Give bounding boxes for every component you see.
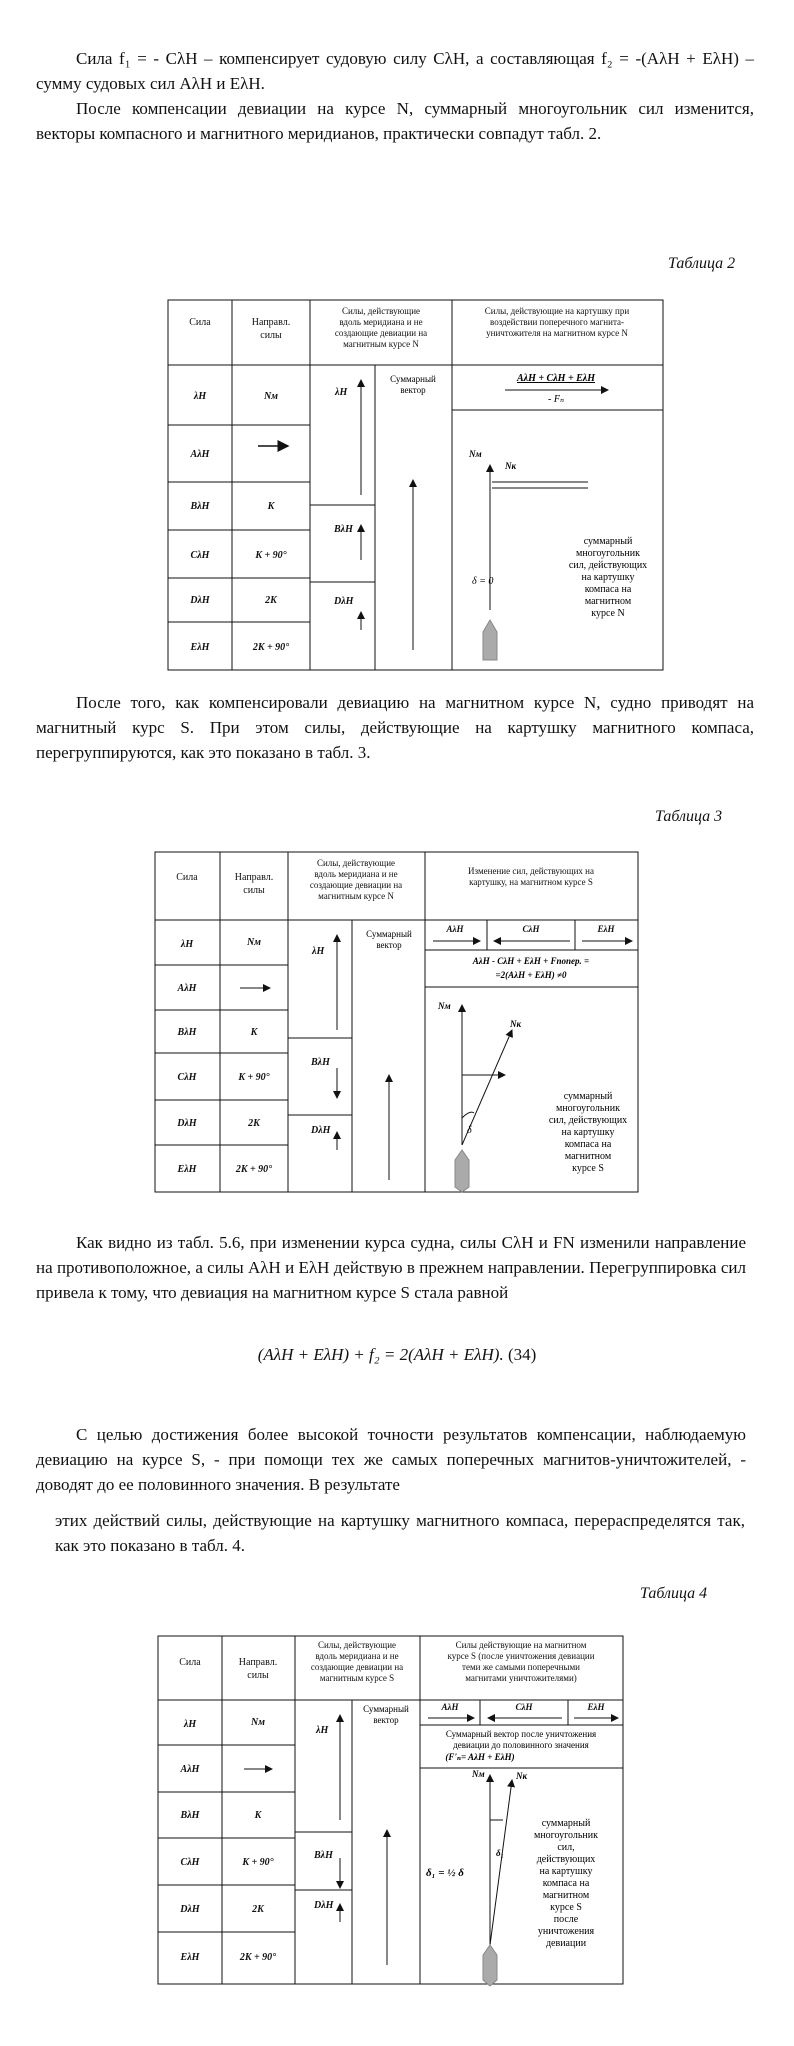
t2-c3-blh: BλH [334,524,353,535]
t4-e-label: EλH [587,1702,605,1712]
formula-34 [0,1345,794,1365]
t2-nm: Nм [469,449,482,459]
table4-caption: Таблица 4 [640,1585,708,1602]
t2-h3-4: магнитным курсе N [343,339,419,349]
t2-r4-dir: 2K [265,595,277,606]
t4-r1-force: AλH [180,1764,200,1775]
t4-desc-2: сил, [557,1842,575,1853]
t3-eq1: AλH - CλH + EλH + Fпопер. = [472,956,590,966]
t4-nm: Nм [472,1769,485,1779]
t4-nk: Nк [516,1771,528,1781]
t4-desc-0: суммарный [541,1818,591,1829]
t2-h3-3: создающие девиации на [334,328,428,338]
t3-r4-force: DλH [177,1118,197,1129]
t4-compass-needle [483,1945,497,1986]
t4-c3-blh: BλH [314,1850,333,1861]
t4-desc-1: многоугольник [534,1830,598,1841]
t4-c-label: CλH [515,1702,533,1712]
t4-r0-force: λH [183,1719,197,1730]
t2-desc-6: курсе N [591,608,625,619]
t4-desc-7: курсе S [550,1902,582,1913]
t3-nm: Nм [438,1001,451,1011]
paragraph-5-text: этих действий силы, действующие на картушку магнитного компаса, перераспределятся так, как это показано в табл. 4. [55,1511,745,1555]
t3-nk: Nк [510,1019,522,1029]
t4-h-dir-2: силы [247,1670,269,1681]
formula-expr: (AλH + EλH) + f₂ = 2(AλH + EλH). [257,1345,504,1364]
t2-h4-1: Силы, действующие на картушку при [484,306,630,316]
t4-desc-8: после [553,1914,579,1925]
t3-sum-1: Суммарный [366,929,412,939]
paragraph-5 [55,1508,745,1558]
t3-c3-dlh: DλH [311,1125,331,1136]
t3-r3-dir: K + 90° [238,1072,270,1083]
t4-r3-force: CλH [180,1857,200,1868]
intro-line-1: Сила f₁ = - CλH – компенсирует судовую силу CλH, а составляющая f₂ = -(AλH + EλH) – сумму судовых сил AλH и EλH. [36,49,754,93]
t2-r5-force: EλH [190,642,210,653]
t3-c3-lh: λH [312,946,325,957]
t4-h3-3: создающие девиации на [310,1662,404,1672]
t4-r5-force: EλH [180,1952,200,1963]
intro-line-2: После компенсации девиации на курсе N, суммарный многоугольник сил изменится, векторы компасного и магнитного меридианов, практически совпадут табл. 2. [36,99,754,143]
t3-desc-6: курсе S [572,1163,604,1174]
t2-sum-1: Суммарный [390,374,436,384]
t2-desc-2: сил, действующих [568,560,648,571]
t2-h4-3: уничтожителя на магнитном курсе N [486,328,628,338]
t3-h-dir-2: силы [243,885,265,896]
t2-eq-bottom: - Fₙ [548,394,564,405]
t4-r4-force: DλH [180,1904,200,1915]
t4-h3-1: Силы, действующие [317,1640,397,1650]
t4-r4-dir: 2K [252,1904,264,1915]
formula-number: (34) [507,1345,537,1364]
t2-r0-dir: Nм [263,391,279,402]
t2-h4-2: воздействии поперечного магнита- [490,317,624,327]
t2-r5-dir: 2K + 90° [252,642,290,653]
t3-desc-3: на картушку [561,1127,615,1138]
t2-compass-needle [483,620,497,660]
t2-desc-1: многоугольник [576,548,640,559]
t4-h4-3: теми же самыми поперечными [462,1662,580,1672]
t2-c3-lh: λH [335,387,348,398]
t4-h4-2: курсе S (после уничтожения девиации [447,1651,595,1661]
t3-a-label: AλH [446,924,464,934]
t2-c3-dlh: DλH [334,596,354,607]
paragraph-4 [36,1422,746,1497]
table3-caption: Таблица 3 [655,808,723,825]
t4-desc-3: действующих [536,1854,596,1865]
t4-desc-10: девиации [545,1938,587,1949]
t2-r2-dir: K [267,501,275,512]
t4-desc-9: уничтожения [537,1926,595,1937]
t4-r5-dir: 2K + 90° [239,1952,277,1963]
t4-h4-1: Силы действующие на магнитном [455,1640,587,1650]
t2-sum-2: вектор [400,385,426,395]
t2-r2-force: BλH [190,501,210,512]
t3-desc-1: многоугольник [556,1103,620,1114]
t3-r2-dir: K [250,1027,258,1038]
t2-r0-force: λH [193,391,207,402]
t2-h-force: Сила [189,317,211,328]
t3-h-force: Сила [176,872,198,883]
t3-sum-2: вектор [376,940,402,950]
t3-delta: δ [467,1125,472,1136]
t4-desc-4: на картушку [539,1866,593,1877]
t4-eq3: (F'ₙ= AλH + EλH) [445,1752,515,1762]
t2-h3-1: Силы, действующие [341,306,421,316]
t3-e-label: EλH [597,924,615,934]
t4-eq2: девиации до половинного значения [453,1740,589,1750]
t4-c3-dlh: DλH [314,1900,334,1911]
t4-h-dir-1: Направл. [238,1657,278,1668]
t3-desc-5: магнитном [564,1151,612,1162]
t4-sum-2: вектор [373,1715,399,1725]
t2-nk: Nк [505,461,517,471]
t2-desc-4: компаса на [584,584,632,595]
t3-h-dir-1: Направл. [234,872,274,883]
t3-compass-needle [455,1150,469,1192]
t2-h-dir-1: Направл. [251,317,291,328]
paragraph-2 [36,690,754,765]
t4-delta-small: δ₁ [496,1848,504,1858]
t3-h3-1: Силы, действующие [316,858,396,868]
t3-r0-force: λH [180,939,194,950]
t3-h4-2: картушку, на магнитном курсе S [469,877,593,887]
t4-eq1: Суммарный вектор после уничтожения [445,1729,597,1739]
t4-h3-4: магнитным курсе S [319,1673,395,1683]
table2-caption: Таблица 2 [668,255,736,272]
t3-r4-dir: 2K [248,1118,260,1129]
t2-r3-dir: K + 90° [255,550,287,561]
t2-h3-2: вдоль меридиана и не [339,317,423,327]
t2-r4-force: DλH [190,595,210,606]
t2-eq-top: AλH + CλH + EλH [516,373,596,384]
t4-r2-dir: K [254,1810,262,1821]
t2-desc-0: суммарный [583,536,633,547]
t3-h3-4: магнитным курсе N [318,891,394,901]
paragraph-3 [36,1230,746,1305]
t3-r1-force: AλH [177,983,197,994]
t4-c3-lh: λH [316,1725,329,1736]
t4-h-force: Сила [179,1657,201,1668]
t4-sum-1: Суммарный [363,1704,409,1714]
t4-r2-force: BλH [180,1810,200,1821]
t4-a-label: AλH [441,1702,459,1712]
t2-r1-force: AλH [190,449,210,460]
t4-r0-dir: Nм [250,1717,266,1728]
paragraph-3-text: Как видно из табл. 5.6, при изменении курса судна, силы CλH и FN изменили направление на противоположное, а силы AλH и EλH действую в прежнем направлении. Перегруппировка сил привела к тому, что девиация на магнитном курсе S стала равной [36,1233,746,1302]
t3-r2-force: BλH [177,1027,197,1038]
t3-desc-4: компаса на [564,1139,612,1150]
t3-eq2: =2(AλH + EλH) ≠0 [495,970,567,980]
t3-desc-0: суммарный [563,1091,613,1102]
paragraph-2-text: После того, как компенсировали девиацию на магнитном курсе N, судно приводят на магнитный курс S. При этом силы, действующие на картушку магнитного компаса, перегруппируются, как это показано в табл. 3. [36,693,754,762]
t2-h-dir-2: силы [260,330,282,341]
t3-c-label: CλH [522,924,540,934]
t3-c3-blh: BλH [311,1057,330,1068]
t2-desc-5: магнитном [584,596,632,607]
t4-desc-5: компаса на [542,1878,590,1889]
t4-r3-dir: K + 90° [242,1857,274,1868]
t4-compass-line [490,1780,512,1945]
t3-r3-force: CλH [177,1072,197,1083]
t3-h3-2: вдоль меридиана и не [314,869,398,879]
t2-delta: δ = 0 [472,576,494,587]
t3-r0-dir: Nм [246,937,262,948]
t4-desc-6: магнитном [542,1890,590,1901]
t2-desc-3: на картушку [581,572,635,583]
t3-h3-3: создающие девиации на [309,880,403,890]
t4-delta: δ₁ = ½ δ [426,1867,464,1879]
t4-h3-2: вдоль меридиана и не [315,1651,399,1661]
table2 [168,300,663,670]
paragraph-4-text: С целью достижения более высокой точности результатов компенсации, наблюдаемую девиацию на курсе S, - при помощи тех же самых поперечных магнитов-уничтожителей, - доводят до ее половинного значения. В результате [36,1425,746,1494]
t3-desc-2: сил, действующих [548,1115,628,1126]
t3-h4-1: Изменение сил, действующих на [468,866,594,876]
t4-h4-4: магнитами уничтожителями) [465,1673,577,1683]
t2-r3-force: CλH [190,550,210,561]
t3-r5-dir: 2K + 90° [235,1164,273,1175]
t3-r5-force: EλH [177,1164,197,1175]
